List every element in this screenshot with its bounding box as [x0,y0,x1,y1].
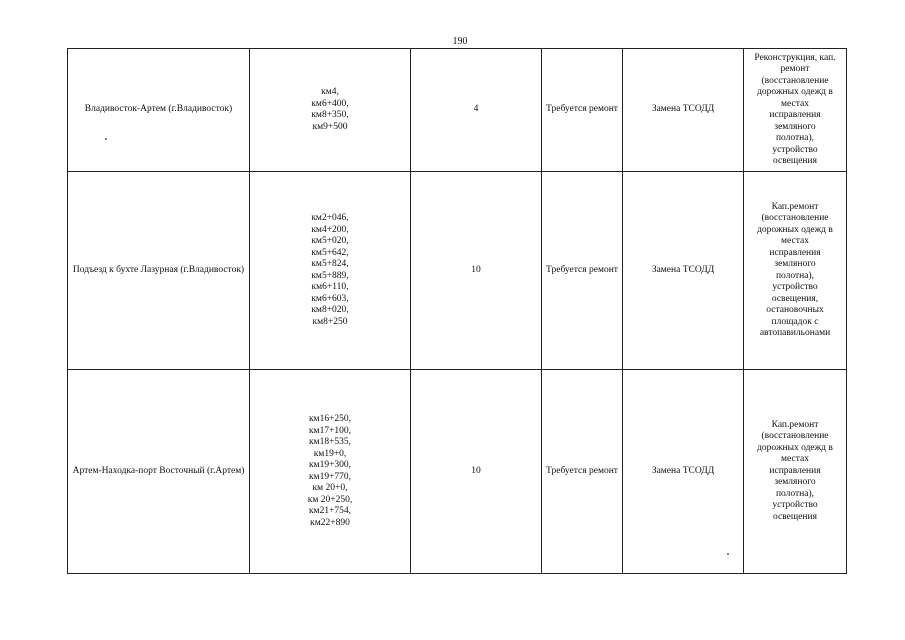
km-marker: км9+500 [312,121,348,132]
works-line: (восстановление [761,75,829,86]
stray-dot [105,138,107,140]
table-row [68,49,847,172]
works-cell [744,370,847,574]
km-marker: км 20+0, [312,483,348,493]
km-marker: км19+300, [308,460,352,470]
works-line: Реконструкция, кап. [754,52,836,63]
km-marker: км22+890 [310,517,350,528]
works-line: дорожных одежд в [757,224,833,235]
works-line: земляного [774,259,816,269]
works-line: площадок с [771,316,819,327]
km-list-cell [250,172,411,370]
table-row [68,370,847,574]
works-line: местах [781,98,809,109]
km-marker: км6+110, [311,282,349,292]
works-line: освещения [773,511,817,522]
count-cell: 4 [411,49,542,172]
works-line: освещения [773,156,817,166]
road-repair-table [67,48,847,574]
km-marker: км17+100, [308,425,352,436]
km-marker: км5+889, [311,270,349,281]
action-cell: Замена ТСОДД [623,370,744,574]
count-cell: 10 [411,370,542,574]
km-marker: км21+754, [308,506,352,516]
action-cell: Замена ТСОДД [623,172,744,370]
status-cell: Требуется ремонт [542,370,623,574]
action-cell: Замена ТСОДД [623,49,744,172]
km-marker: км4, [321,87,339,97]
km-marker: км18+535, [308,437,352,447]
km-list-cell [250,49,411,172]
road-name-cell: Артем-Находка-порт Восточный (г.Артем) [68,370,250,574]
km-marker: км16+250, [308,414,352,424]
works-line: исправления [769,247,821,258]
km-marker: км2+046, [311,213,349,223]
works-line: полотна), [775,488,815,499]
works-line: местах [781,454,809,465]
km-marker: км6+603, [311,293,349,304]
status-cell: Требуется ремонт [542,49,623,172]
works-line: полотна), [775,133,815,143]
table-row [68,172,847,370]
status-cell: Требуется ремонт [542,172,623,370]
km-marker: км8+020, [311,305,349,315]
km-marker: км6+400, [311,98,349,109]
km-list-cell [250,370,411,574]
works-line: устройство [772,500,818,511]
works-line: Кап.ремонт [771,201,819,212]
km-marker: км8+350, [311,110,349,120]
works-line: дорожных одежд в [757,442,833,453]
works-line: (восстановление [761,213,829,223]
works-cell [744,172,847,370]
works-line: местах [781,236,809,246]
works-line: (восстановление [761,431,829,442]
stray-dot [727,553,729,555]
km-marker: км4+200, [311,224,349,235]
page-number: 190 [452,36,468,47]
works-line: исправления [769,110,821,120]
km-marker: км8+250 [312,316,348,327]
works-line: полотна), [775,270,815,281]
works-cell [744,49,847,172]
works-line: остановочных [766,305,824,315]
works-line: освещения, [771,293,819,304]
road-name-cell: Владивосток-Артем (г.Владивосток) [68,49,250,172]
road-name-cell: Подъезд к бухте Лазурная (г.Владивосток) [68,172,250,370]
works-line: устройство [772,282,818,292]
works-line: земляного [774,121,816,132]
km-marker: км5+020, [311,236,349,246]
works-line: автопавильонами [759,328,831,338]
km-marker: км19+770, [308,471,352,482]
works-line: ремонт [780,64,810,74]
works-line: земляного [774,477,816,488]
km-marker: км 20+250, [307,494,353,505]
count-cell: 10 [411,172,542,370]
works-line: Кап.ремонт [771,419,819,430]
works-line: дорожных одежд в [757,87,833,97]
km-marker: км5+824, [311,259,349,269]
works-line: исправления [769,465,821,476]
km-marker: км19+0, [313,448,347,459]
works-line: устройство [772,144,818,155]
km-marker: км5+642, [311,247,349,258]
